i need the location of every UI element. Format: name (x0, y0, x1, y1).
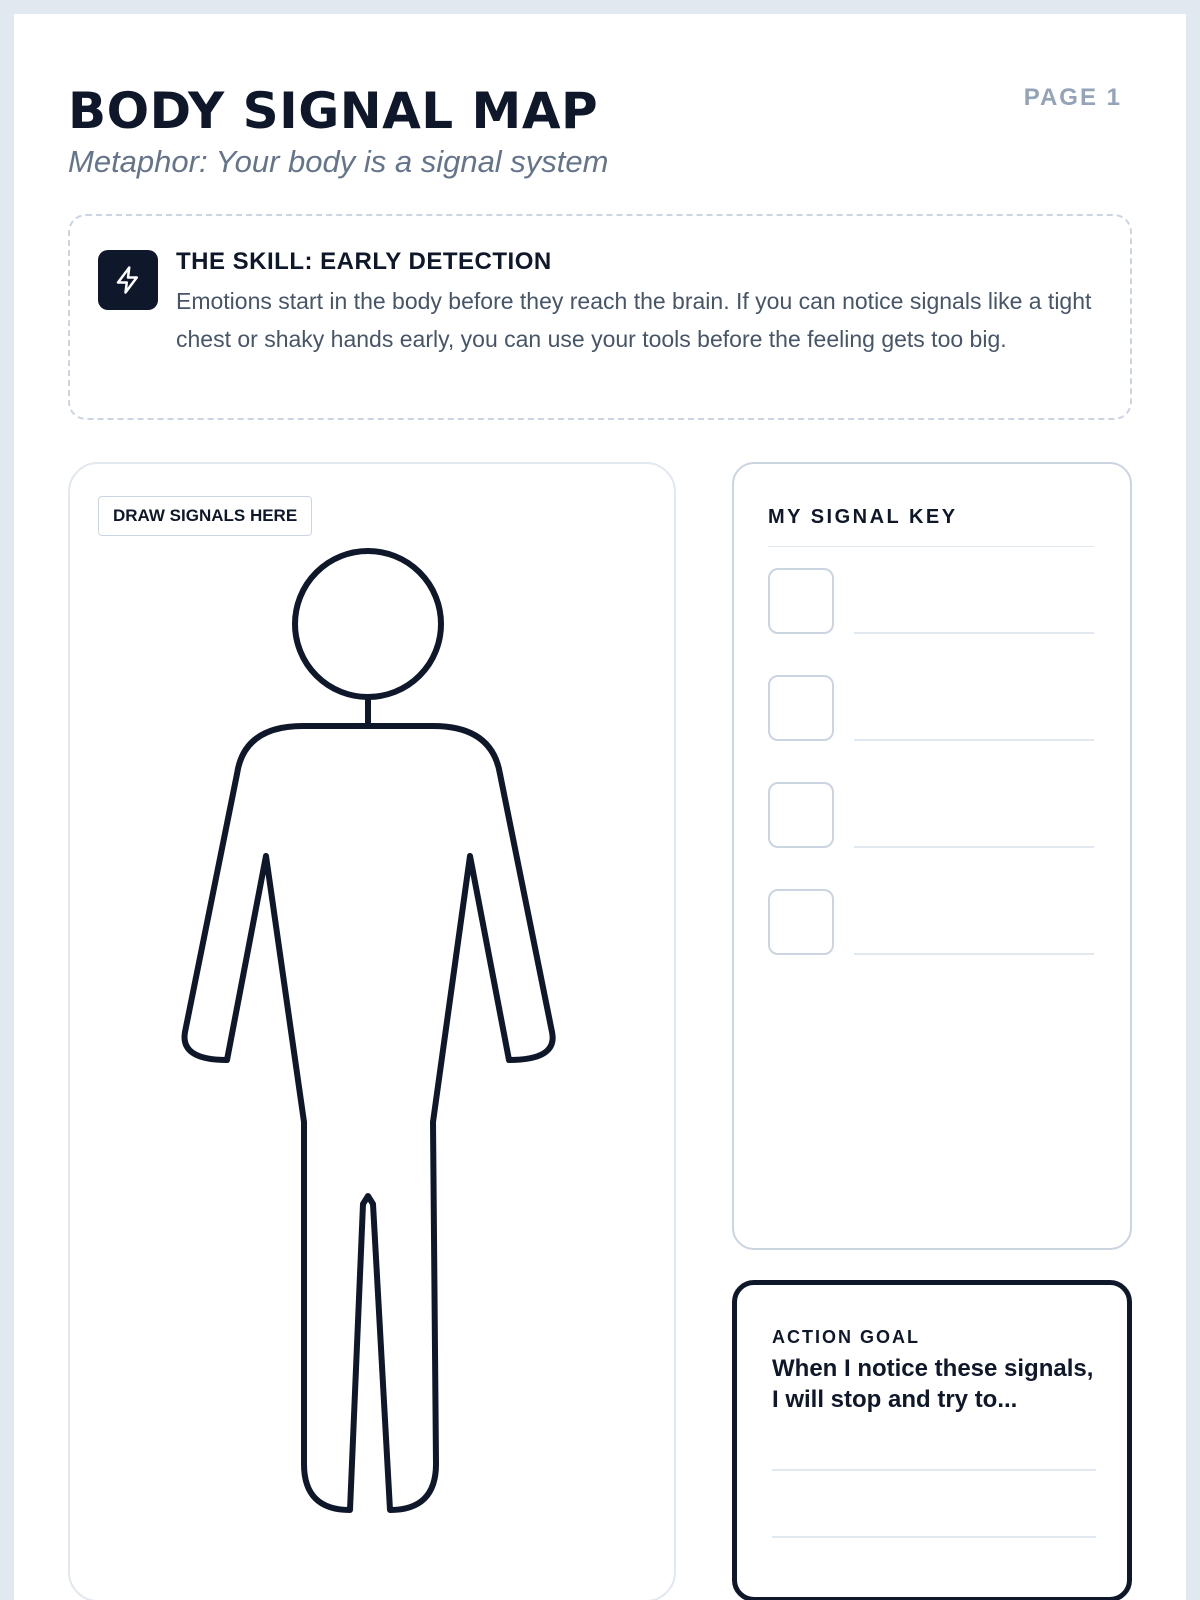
signal-key-card (732, 462, 1132, 1250)
lightning-bolt-icon (98, 250, 158, 310)
signal-color-box[interactable] (768, 782, 834, 848)
skill-description: Emotions start in the body before they reach the brain. If you can notice signals like a tight chest or shaky hands early, you can use your tools before the feeling gets too big. (176, 288, 1092, 352)
signal-write-line[interactable] (854, 953, 1094, 955)
signal-key-row (768, 568, 1094, 634)
action-goal-prompt: When I notice these signals, I will stop and try to... (772, 1355, 1094, 1413)
signal-key-row (768, 675, 1094, 741)
skill-callout (68, 214, 1132, 420)
action-goal-card (732, 1280, 1132, 1600)
signal-write-line[interactable] (854, 739, 1094, 741)
signal-color-box[interactable] (768, 568, 834, 634)
signal-color-box[interactable] (768, 889, 834, 955)
signal-key-title: MY SIGNAL KEY (768, 506, 958, 528)
action-write-line[interactable] (772, 1469, 1096, 1471)
drawing-area[interactable] (68, 462, 676, 1600)
action-goal-label: ACTION GOAL (772, 1327, 920, 1347)
action-write-line[interactable] (772, 1536, 1096, 1538)
signal-write-line[interactable] (854, 846, 1094, 848)
signal-write-line[interactable] (854, 632, 1094, 634)
body-outline-icon (70, 464, 678, 1600)
page-title: BODY SIGNAL MAP (68, 82, 599, 140)
signal-key-row (768, 782, 1094, 848)
draw-signals-tag: DRAW SIGNALS HERE (98, 496, 312, 536)
skill-title: THE SKILL: EARLY DETECTION (176, 248, 552, 275)
divider (768, 546, 1094, 547)
signal-key-row (768, 889, 1094, 955)
page-subtitle: Metaphor: Your body is a signal system (68, 144, 609, 179)
page-number: PAGE 1 (1023, 84, 1122, 111)
worksheet-page (14, 14, 1186, 1600)
signal-color-box[interactable] (768, 675, 834, 741)
